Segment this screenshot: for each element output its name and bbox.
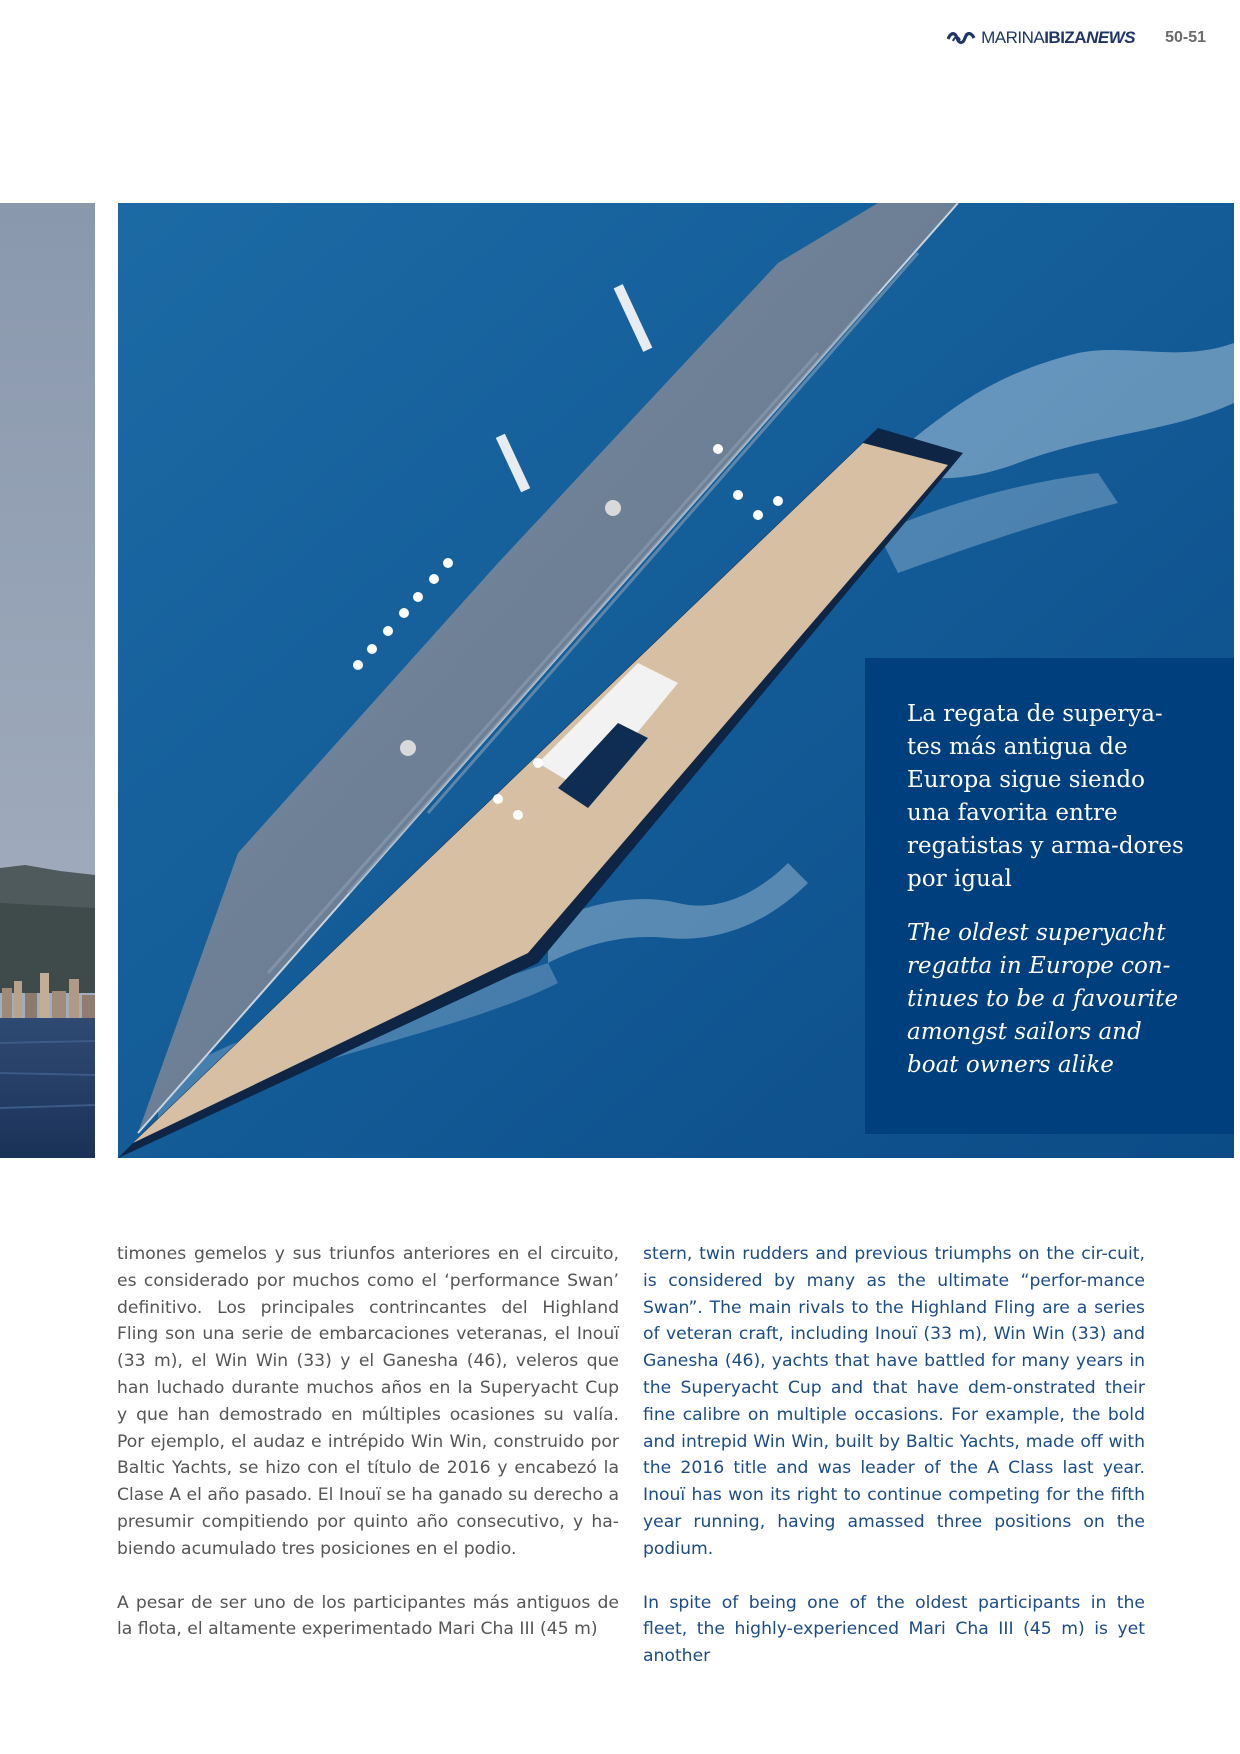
english-paragraph: stern, twin rudders and previous triumphs on the cir-cuit, is considered by many as the ultimate “perfor-mance Swan”. The main rivals to the Highland Fling are a series of veteran craft, including Inouï (33 m), Win Win (33) and Ganesha (46), yachts that have battled for many years in the Superyacht Cup and that have dem-onstrated their fine calibre on multiple occasions. For example, the bold and intrepid Win Win, built by Baltic Yachts, made off with the 2016 title and was leader of the A Class last year. Inouï has won its right to continue competing for the fifth year running, having amassed three positions on the podium. [643, 1244, 1145, 1559]
english-paragraph: In spite of being one of the oldest participants in the fleet, the highly-experienced Mari Cha III (45 m) is yet another [643, 1592, 1145, 1667]
english-column [643, 1241, 1145, 1697]
pull-quote-box [865, 658, 1234, 1134]
spanish-paragraph: A pesar de ser uno de los participantes más antiguos de la flota, el altamente experimentado Mari Cha III (45 m) [117, 1592, 619, 1640]
page-numbers: 50-51 [1165, 29, 1206, 46]
pull-quote-english: The oldest superyacht regatta in Europe con-tinues to be a favourite amongst sailors and boat owners alike [907, 920, 1179, 1078]
page-header [947, 28, 1206, 48]
marina-ibiza-news-logo [947, 28, 1135, 48]
brand-name: MARINAIBIZANEWS [981, 28, 1136, 47]
spanish-paragraph: timones gemelos y sus triunfos anteriores en el circuito, es considerado por muchos como el ‘performance Swan’ definitivo. Los principales contrincantes del Highland Fling son una serie de embarcaciones veteranas, el Inouï (33 m), el Win Win (33) y el Ganesha (46), veleros que han luchado durante muchos años en la Superyacht Cup y que han demostrado en múltiples ocasiones su valía. Por ejemplo, el audaz e intrépido Win Win, construido por Baltic Yachts, se hizo con el título de 2016 y encabezó la Clase A el año pasado. El Inouï se ha ganado su derecho a presumir compitiendo por quinto año consecutivo, y ha-biendo acumulado tres posiciones en el podio. [117, 1244, 619, 1559]
coastline-photo [0, 203, 95, 1158]
pull-quote-spanish: La regata de superya-tes más antigua de Europa sigue siendo una favorita entre regatistas y arma-dores por igual [907, 701, 1184, 892]
wave-logo-icon [947, 30, 977, 46]
spanish-column [117, 1241, 619, 1670]
coastline-illustration [0, 203, 95, 1158]
